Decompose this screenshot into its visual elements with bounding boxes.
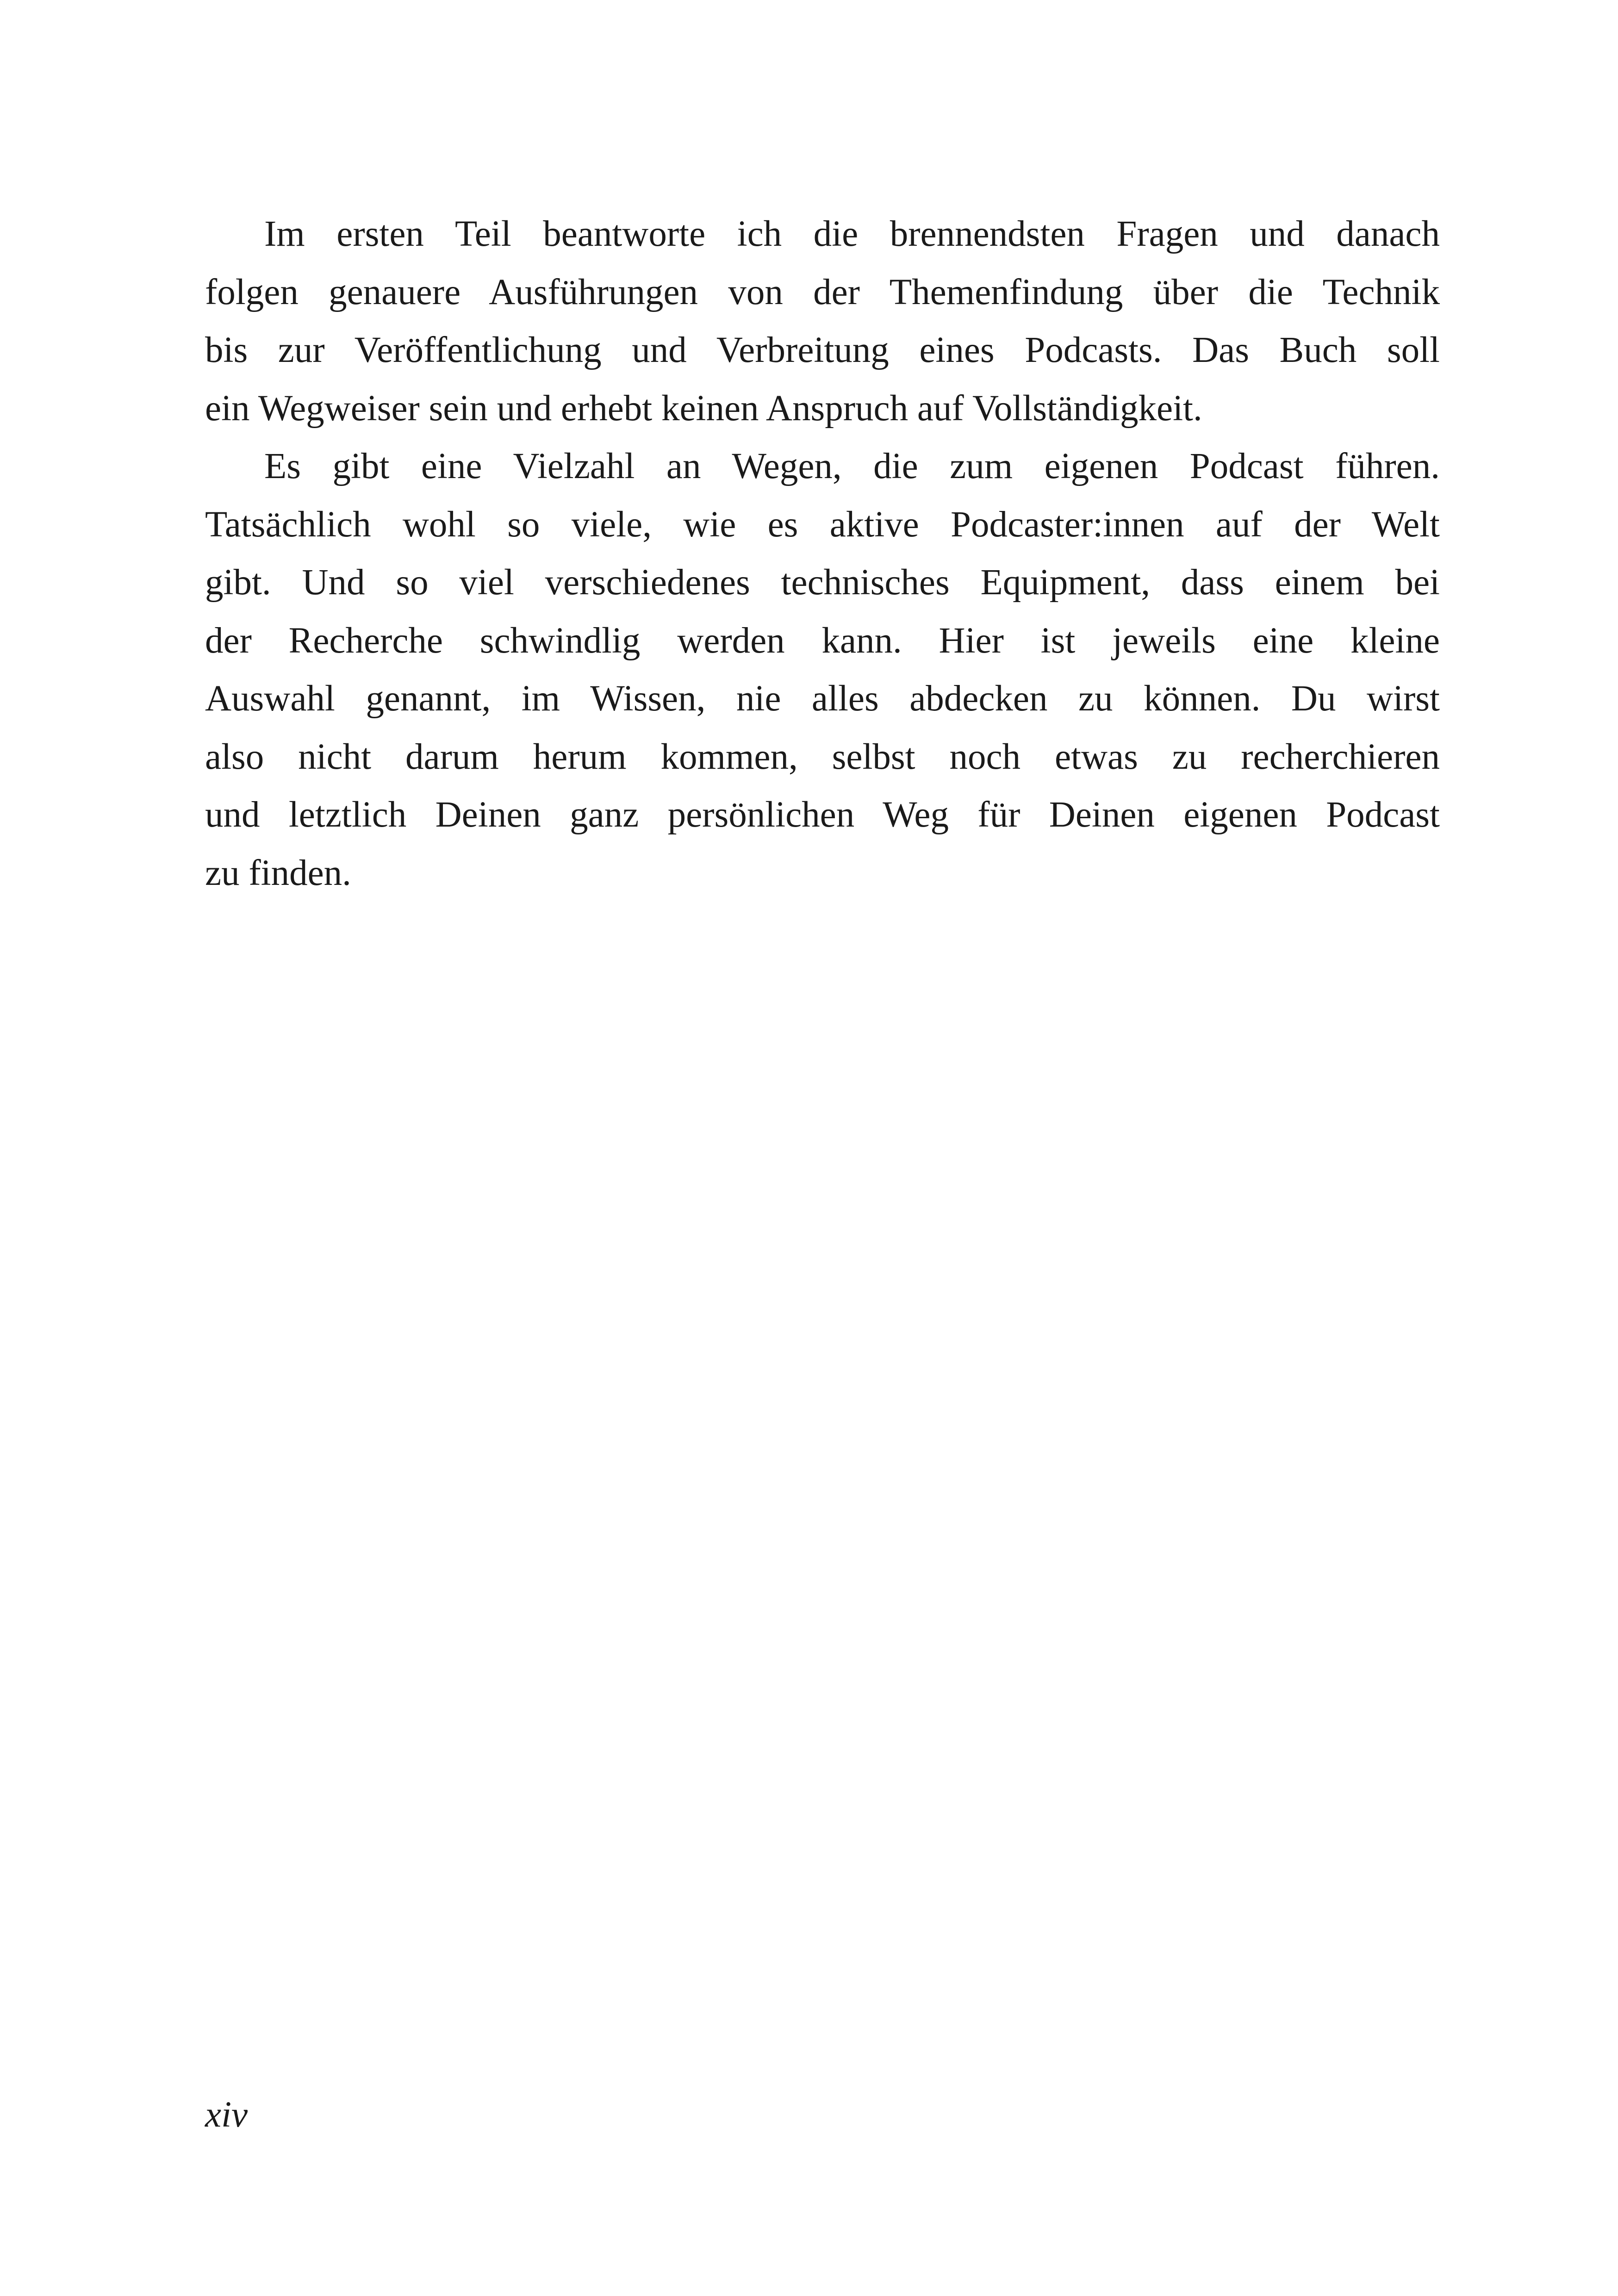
paragraph-line: Auswahl genannt, im Wissen, nie alles abdecken zu können. Du wirst (205, 678, 1440, 719)
paragraph-line: der Recherche schwindlig werden kann. Hier ist jeweils eine kleine (205, 620, 1440, 661)
paragraph-line: bis zur Veröffentlichung und Verbreitung eines Podcasts. Das Buch soll (205, 330, 1440, 370)
paragraph-line: gibt. Und so viel verschiedenes technisches Equipment, dass einem bei (205, 562, 1440, 603)
paragraph-line: Tatsächlich wohl so viele, wie es aktive Podcaster:innen auf der Welt (205, 504, 1440, 545)
paragraph-line: folgen genauere Ausführungen von der Themenfindung über die Technik (205, 272, 1440, 312)
paragraph-line: und letztlich Deinen ganz persönlichen Weg für Deinen eigenen Podcast (205, 795, 1440, 835)
page-number: xiv (205, 2095, 248, 2135)
paragraph-line: zu finden. (205, 852, 351, 893)
paragraph-2 (205, 437, 1440, 902)
paragraph-line: Es gibt eine Vielzahl an Wegen, die zum eigenen Podcast führen. (264, 446, 1440, 486)
paragraph-line: Im ersten Teil beantworte ich die brennendsten Fragen und danach (264, 214, 1440, 254)
paragraph-line: also nicht darum herum kommen, selbst noch etwas zu recherchieren (205, 736, 1440, 777)
paragraph-line: ein Wegweiser sein und erhebt keinen Anspruch auf Vollständigkeit. (205, 388, 1202, 429)
body-text (205, 205, 1440, 902)
paragraph-1 (205, 205, 1440, 437)
